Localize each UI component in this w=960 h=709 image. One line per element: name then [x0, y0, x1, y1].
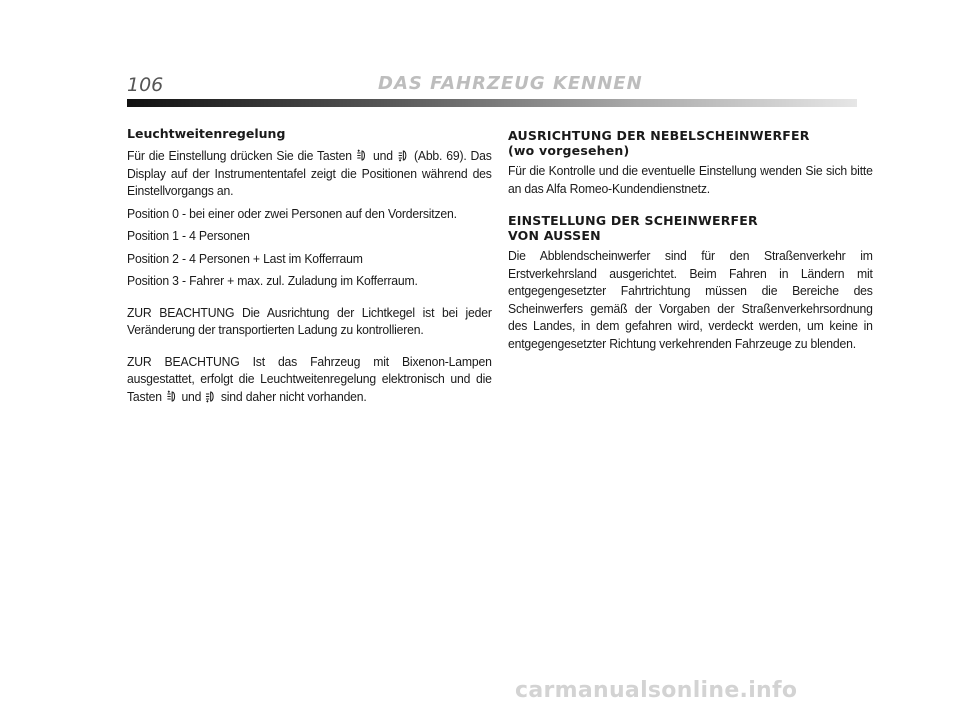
position-3: Position 3 - Fahrer + max. zul. Zuladung im Kofferraum. [127, 273, 418, 288]
headlamp-up-icon [357, 149, 368, 162]
note-bixenon-text-c: sind daher nicht vorhanden. [217, 388, 367, 404]
adjust-paragraph: Die Abblendscheinwerfer sind für den Straßenverkehr im Erstverkehrsland ausgerichtet. Beim Fahren in Ländern mit entgegengesetzter Fahrtrichtung müssen die Bereiche des Scheinwerfers gemäß der Vorgaben der Straßenverkehrsordnung des Landes, in dem gefahren wird, verdeckt werden, um keine in entgegengesetzter Richtung verkehrenden Fahrzeuge zu blenden. [508, 248, 873, 351]
adjust-heading-line1: EINSTELLUNG DER SCHEINWERFER [508, 213, 758, 228]
instruction-text-b: und [369, 148, 397, 163]
headlamp-down-icon [398, 149, 409, 162]
instruction-paragraph [127, 147, 492, 200]
note-bixenon [127, 353, 492, 406]
instruction-text-a: Für die Einstellung drücken Sie die Tasten [127, 148, 356, 163]
fog-heading-line1: AUSRICHTUNG DER NEBELSCHEINWERFER [508, 128, 810, 143]
adjust-heading-line2: VON AUSSEN [508, 228, 601, 243]
page-number: 106 [127, 74, 164, 96]
note-load-check: ZUR BEACHTUNG Die Ausrichtung der Lichtkegel ist bei jeder Veränderung der transportierten Ladung zu kontrollieren. [127, 304, 492, 337]
running-title: DAS FAHRZEUG KENNEN [378, 73, 643, 94]
right-column [508, 124, 872, 357]
headlamp-up-icon [166, 390, 177, 403]
position-0: Position 0 - bei einer oder zwei Personen auf den Vordersitzen. [127, 205, 457, 221]
watermark: carmanualsonline.info [515, 678, 798, 703]
note-bixenon-text-b: und [178, 388, 205, 404]
section-heading-leuchtweitenregelung: Leuchtweitenregelung [127, 126, 286, 141]
position-1: Position 1 - 4 Personen [127, 228, 250, 243]
instruction-text-c: (Abb. 69). Das Display auf der Instrumententafel zeigt die Positionen während des Einstellvorgangs an. [127, 148, 492, 198]
fog-heading-line2: (wo vorgesehen) [508, 143, 630, 158]
headlamp-down-icon [205, 390, 216, 403]
section-heading-fog-lights [508, 128, 872, 158]
fog-paragraph: Für die Kontrolle und die eventuelle Einstellung wenden Sie sich bitte an das Alfa Romeo-Kundendienstnetz. [508, 163, 873, 196]
position-2: Position 2 - 4 Personen + Last im Kofferraum [127, 250, 363, 266]
section-heading-headlamp-adjust [508, 213, 872, 243]
note-bixenon-text-a: ZUR BEACHTUNG Ist das Fahrzeug mit Bixenon-Lampen ausgestattet, erfolgt die Leuchtweitenregelung elektronisch und die Tasten [127, 353, 492, 404]
left-column [127, 124, 491, 410]
header-rule [127, 99, 857, 107]
